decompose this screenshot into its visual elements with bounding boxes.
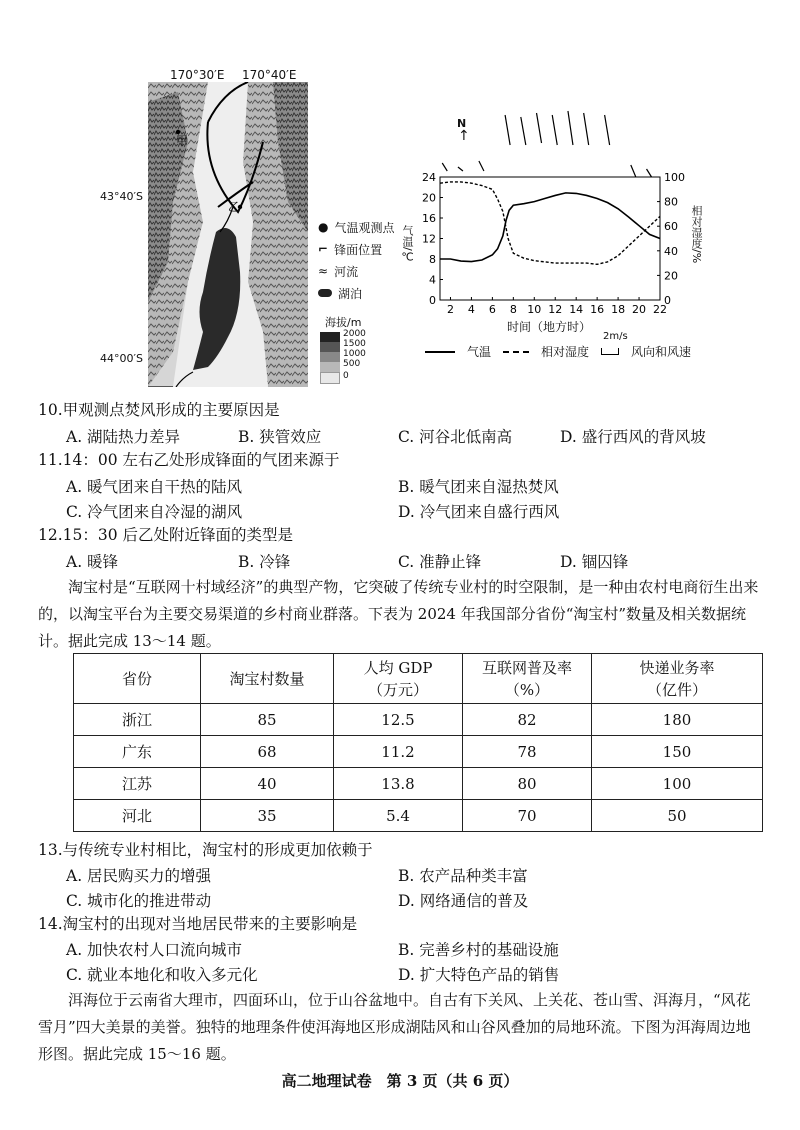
terrain-map [148, 82, 308, 387]
weather-chart-figure [401, 105, 705, 370]
legend-front: 锋面位置 [334, 242, 383, 257]
lake-icon [318, 289, 332, 297]
question-11-option-b: B. 暖气团来自湿热焚风 [398, 478, 559, 496]
elevation-level-0: 0 [343, 371, 349, 381]
question-14-option-c: C. 就业本地化和收入多元化 [66, 966, 258, 984]
lon-label-1: 170°30′E [170, 68, 225, 82]
x-tick-label: 2 [446, 303, 454, 316]
table-cell: 河北 [74, 800, 201, 832]
question-11-option-d: D. 冷气团来自盛行西风 [398, 503, 560, 521]
table-row [74, 800, 763, 832]
y-left-tick-label: 8 [429, 253, 436, 266]
question-13-option-c: C. 城市化的推进带动 [66, 892, 212, 910]
question-14-option-d: D. 扩大特色产品的销售 [398, 966, 560, 984]
point-yi-label: 乙 [228, 200, 241, 214]
question-10-option-a: A. 湖陆热力差异 [66, 428, 181, 446]
table-cell: 80 [463, 768, 592, 800]
question-11-option-a: A. 暖气团来自干热的陆风 [66, 478, 243, 496]
x-tick-label: 16 [590, 303, 605, 316]
wind-scale-label: 2m/s [603, 331, 628, 342]
legend-temperature-line-icon [425, 351, 455, 353]
observation-point-icon: ● [318, 220, 329, 234]
x-tick-label: 20 [632, 303, 647, 316]
table-header-express: 快递业务率 （亿件） [592, 654, 763, 704]
wind-barb [537, 113, 542, 143]
question-10-option-d: D. 盛行西风的背风坡 [560, 428, 706, 446]
x-tick-label: 12 [548, 303, 563, 316]
question-10-option-c: C. 河谷北低南高 [398, 428, 513, 446]
legend-humidity: 相对湿度 [541, 345, 590, 359]
y-left-tick-label: 0 [429, 294, 436, 307]
legend-lake: 湖泊 [338, 286, 363, 301]
elevation-level-1500: 1500 [343, 339, 366, 349]
x-tick-label: 22 [653, 303, 667, 316]
wind-barb [458, 167, 463, 171]
y-right-tick-label: 100 [664, 171, 685, 184]
question-14-option-a: A. 加快农村人口流向城市 [66, 941, 243, 959]
map-legend [318, 216, 410, 304]
table-cell: 35 [201, 800, 334, 832]
humidity-line [440, 182, 660, 264]
table-header-village-count: 淘宝村数量 [201, 654, 334, 704]
legend-wind-icon [601, 348, 619, 355]
table-header-province: 省份 [74, 654, 201, 704]
table-cell: 广东 [74, 736, 201, 768]
table-cell: 江苏 [74, 768, 201, 800]
wind-barb [505, 115, 510, 145]
question-14-option-b: B. 完善乡村的基础设施 [398, 941, 559, 959]
x-tick-label: 6 [488, 303, 496, 316]
chart-y-right-label: 相对湿度/% [690, 205, 703, 264]
elevation-level-500: 500 [343, 359, 361, 369]
y-left-tick-label: 12 [422, 232, 436, 246]
x-tick-label: 18 [611, 303, 626, 316]
wind-barb [442, 163, 447, 171]
table-cell: 12.5 [334, 704, 463, 736]
legend-humidity-line-icon [503, 351, 529, 353]
table-cell: 85 [201, 704, 334, 736]
table-cell: 100 [592, 768, 763, 800]
table-cell: 150 [592, 736, 763, 768]
question-12-stem: 12.15：30 后乙处附近锋面的类型是 [38, 526, 294, 544]
y-right-tick-label: 0 [664, 294, 671, 307]
table-row [74, 704, 763, 736]
point-jia-label: 甲 [176, 134, 189, 148]
wind-barb [631, 165, 636, 177]
table-header-internet-rate: 互联网普及率 （%） [463, 654, 592, 704]
y-right-tick-label: 40 [664, 244, 678, 258]
legend-temperature: 气温 [467, 345, 492, 359]
table-header-gdp: 人均 GDP （万元） [334, 654, 463, 704]
question-10-stem: 10.甲观测点焚风形成的主要原因是 [38, 401, 280, 419]
wind-barb [521, 117, 526, 145]
legend-wind: 风向和风速 [631, 345, 692, 359]
table-header-row [74, 654, 763, 704]
y-left-tick-label: 24 [422, 171, 436, 184]
question-13-option-d: D. 网络通信的普及 [398, 892, 529, 910]
question-13-option-b: B. 农产品种类丰富 [398, 867, 528, 885]
chart-legend [425, 343, 705, 360]
x-tick-label: 8 [509, 303, 517, 316]
temperature-line [440, 193, 660, 262]
wind-barb [584, 113, 589, 145]
y-left-tick-label: 20 [422, 191, 436, 205]
table-row [74, 768, 763, 800]
elevation-title: 海拔/m [325, 316, 362, 329]
question-12-option-c: C. 准静止锋 [398, 553, 482, 571]
north-arrow-icon: ↑ [458, 128, 470, 144]
y-right-tick-label: 80 [664, 195, 678, 209]
table-row [74, 736, 763, 768]
y-right-tick-label: 60 [664, 220, 678, 234]
chart-x-label: 时间（地方时） [507, 320, 592, 334]
elevation-scale [320, 332, 340, 384]
lat-label-1: 43°40′S [100, 190, 143, 203]
river-icon: ≈ [318, 264, 329, 278]
elevation-level-1000: 1000 [343, 349, 366, 359]
legend-observation-point: 气温观测点 [334, 220, 395, 235]
lon-label-2: 170°40′E [242, 68, 297, 82]
wind-barb [605, 115, 610, 145]
north-label: N [457, 117, 467, 130]
table-cell: 50 [592, 800, 763, 832]
table-cell: 78 [463, 736, 592, 768]
front-line-icon: ⌐ [318, 242, 329, 256]
question-11-option-c: C. 冷气团来自冷湿的湖风 [66, 503, 243, 521]
x-tick-label: 10 [527, 303, 542, 316]
table-cell: 82 [463, 704, 592, 736]
passage-taobao-village: 淘宝村是“互联网十村域经济”的典型产物，它突破了传统专业村的时空限制，是一种由农村电商衍生出来的，以淘宝平台为主要交易渠道的乡村商业群落。下表为 2024 年我国部分省份“淘宝村”数量及相关数据统计。据此完成 13～14 题。 [38, 578, 759, 650]
x-tick-label: 14 [569, 303, 584, 316]
legend-river: 河流 [334, 264, 359, 279]
table-cell: 浙江 [74, 704, 201, 736]
question-12-option-b: B. 冷锋 [238, 553, 291, 571]
table-cell: 40 [201, 768, 334, 800]
table-cell: 68 [201, 736, 334, 768]
table-cell: 70 [463, 800, 592, 832]
chart-plot-frame [440, 177, 660, 300]
question-13-stem: 13.与传统专业村相比，淘宝村的形成更加依赖于 [38, 841, 373, 859]
y-right-tick-label: 20 [664, 269, 678, 283]
question-10-option-b: B. 狭管效应 [238, 428, 322, 446]
table-cell: 5.4 [334, 800, 463, 832]
table-cell: 13.8 [334, 768, 463, 800]
page-footer: 高二地理试卷 第 3 页（共 6 页） [281, 1072, 519, 1090]
lat-label-2: 44°00′S [100, 352, 143, 365]
taobao-village-table [73, 653, 763, 832]
elevation-level-2000: 2000 [343, 329, 366, 339]
wind-barb [568, 111, 573, 145]
question-11-stem: 11.14：00 左右乙处形成锋面的气团来源于 [38, 451, 340, 469]
terrain-map-figure [100, 62, 410, 392]
table-cell: 180 [592, 704, 763, 736]
question-14-stem: 14.淘宝村的出现对当地居民带来的主要影响是 [38, 915, 358, 933]
y-left-tick-label: 4 [429, 273, 436, 287]
question-12-option-d: D. 锢囚锋 [560, 553, 629, 571]
question-13-option-a: A. 居民购买力的增强 [66, 867, 212, 885]
wind-barb [552, 115, 557, 145]
y-left-tick-label: 16 [422, 212, 436, 225]
table-cell: 11.2 [334, 736, 463, 768]
wind-barb [647, 169, 652, 177]
chart-y-left-label: 气温/℃ [401, 225, 414, 264]
x-tick-label: 4 [467, 303, 475, 316]
question-12-option-a: A. 暖锋 [66, 553, 119, 571]
wind-barb [479, 161, 484, 171]
passage-erhai: 洱海位于云南省大理市，四面环山，位于山谷盆地中。自古有下关风、上关花、苍山雪、洱海月，“风花雪月”四大美景的美誉。独特的地理条件使洱海地区形成湖陆风和山谷风叠加的局地环流。下图为洱海周边地形图。据此完成 15～16 题。 [38, 991, 751, 1063]
